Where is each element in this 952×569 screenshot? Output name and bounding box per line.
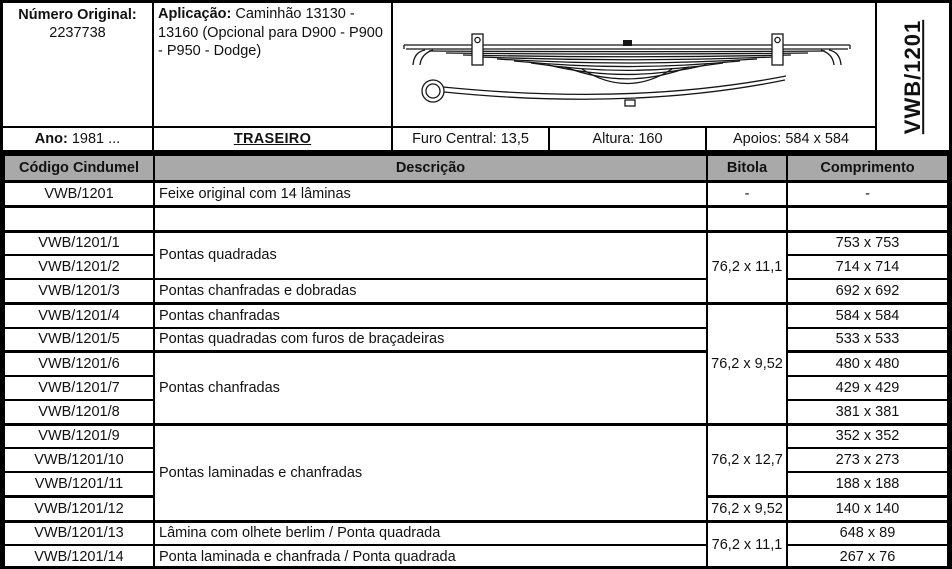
ano-cell: [3, 128, 154, 150]
aplicacao-value: Caminhão 13130 - 13160 (Opcional para D900 - P900 - P950 - Dodge): [158, 6, 383, 60]
table-row: [4, 231, 948, 255]
codigo-cell: VWB/1201/2: [4, 255, 154, 279]
leaf-spring-drawing-icon: [393, 3, 875, 126]
codigo-cell: VWB/1201/1: [4, 231, 154, 255]
table-row: [4, 424, 948, 448]
codigo-cell: VWB/1201/9: [4, 424, 154, 448]
numero-original-label: Número Original:: [18, 7, 137, 23]
comprimento-cell: 352 x 352: [787, 424, 948, 448]
bitola-cell: 76,2 x 12,7: [707, 424, 787, 496]
parts-table-wrap: [3, 150, 949, 569]
ano-value: 1981 ...: [71, 131, 121, 147]
comprimento-cell: 714 x 714: [787, 255, 948, 279]
table-row: [4, 521, 948, 545]
codigo-cell: VWB/1201/3: [4, 279, 154, 303]
comprimento-cell: 188 x 188: [787, 472, 948, 496]
side-code-label: VWB/1201: [900, 19, 926, 134]
codigo-cell: VWB/1201/10: [4, 448, 154, 472]
side-code-cell: [877, 3, 949, 150]
table-row: [4, 328, 948, 352]
codigo-cell: VWB/1201: [4, 182, 154, 207]
descricao-cell: Pontas chanfradas: [154, 303, 707, 327]
bitola-cell: 76,2 x 11,1: [707, 521, 787, 569]
comprimento-cell: 273 x 273: [787, 448, 948, 472]
comprimento-cell: 753 x 753: [787, 231, 948, 255]
comprimento-cell: [787, 206, 948, 231]
header-comprimento: Comprimento: [787, 155, 948, 182]
comprimento-cell: 480 x 480: [787, 352, 948, 376]
apoios-cell: Apoios: 584 x 584: [732, 131, 850, 147]
codigo-cell: VWB/1201/4: [4, 303, 154, 327]
codigo-cell: VWB/1201/12: [4, 496, 154, 521]
dimensions-row: [393, 128, 877, 150]
codigo-cell: [4, 206, 154, 231]
posicao-cell: [154, 128, 393, 150]
furo-central-cell: Furo Central: 13,5: [393, 128, 550, 150]
bitola-cell: -: [707, 182, 787, 207]
header-descricao: Descrição: [154, 155, 707, 182]
aplicacao-cell: [154, 3, 393, 128]
comprimento-cell: 533 x 533: [787, 328, 948, 352]
comprimento-cell: 140 x 140: [787, 496, 948, 521]
parts-table: [3, 154, 949, 569]
altura-cell: Altura: 160: [550, 128, 707, 150]
comprimento-cell: 429 x 429: [787, 376, 948, 400]
header-row: [4, 155, 948, 182]
table-row: [4, 182, 948, 207]
codigo-cell: VWB/1201/14: [4, 545, 154, 569]
bitola-cell: [707, 206, 787, 231]
codigo-cell: VWB/1201/13: [4, 521, 154, 545]
table-row-empty: [4, 206, 948, 231]
ano-label: Ano:: [34, 131, 68, 147]
table-row: [4, 279, 948, 303]
descricao-cell: Ponta laminada e chanfrada / Ponta quadrada: [154, 545, 707, 569]
bitola-cell: 76,2 x 11,1: [707, 231, 787, 303]
codigo-cell: VWB/1201/8: [4, 400, 154, 424]
codigo-cell: VWB/1201/5: [4, 328, 154, 352]
descricao-cell: Pontas chanfradas: [154, 352, 707, 424]
comprimento-cell: -: [787, 182, 948, 207]
posicao-value: TRASEIRO: [233, 131, 312, 147]
descricao-cell: Pontas laminadas e chanfradas: [154, 424, 707, 521]
descricao-cell: [154, 206, 707, 231]
comprimento-cell: 267 x 76: [787, 545, 948, 569]
numero-original-value: 2237738: [49, 25, 106, 42]
aplicacao-label: Aplicação:: [158, 6, 232, 22]
table-row: [4, 352, 948, 376]
descricao-cell: Pontas quadradas com furos de braçadeiras: [154, 328, 707, 352]
header-bitola: Bitola: [707, 155, 787, 182]
numero-original-cell: [3, 3, 154, 128]
header-codigo: Código Cindumel: [4, 155, 154, 182]
table-row: [4, 303, 948, 327]
codigo-cell: VWB/1201/11: [4, 472, 154, 496]
codigo-cell: VWB/1201/6: [4, 352, 154, 376]
comprimento-cell: 381 x 381: [787, 400, 948, 424]
info-section: [3, 3, 949, 150]
descricao-cell: Pontas chanfradas e dobradas: [154, 279, 707, 303]
drawing-cell: [393, 3, 877, 128]
bitola-cell: 76,2 x 9,52: [707, 303, 787, 424]
table-row: [4, 545, 948, 569]
codigo-cell: VWB/1201/7: [4, 376, 154, 400]
comprimento-cell: 692 x 692: [787, 279, 948, 303]
descricao-cell: Lâmina com olhete berlim / Ponta quadrada: [154, 521, 707, 545]
descricao-cell: Feixe original com 14 lâminas: [154, 182, 707, 207]
comprimento-cell: 648 x 89: [787, 521, 948, 545]
comprimento-cell: 584 x 584: [787, 303, 948, 327]
bitola-cell: 76,2 x 9,52: [707, 496, 787, 521]
descricao-cell: Pontas quadradas: [154, 231, 707, 279]
